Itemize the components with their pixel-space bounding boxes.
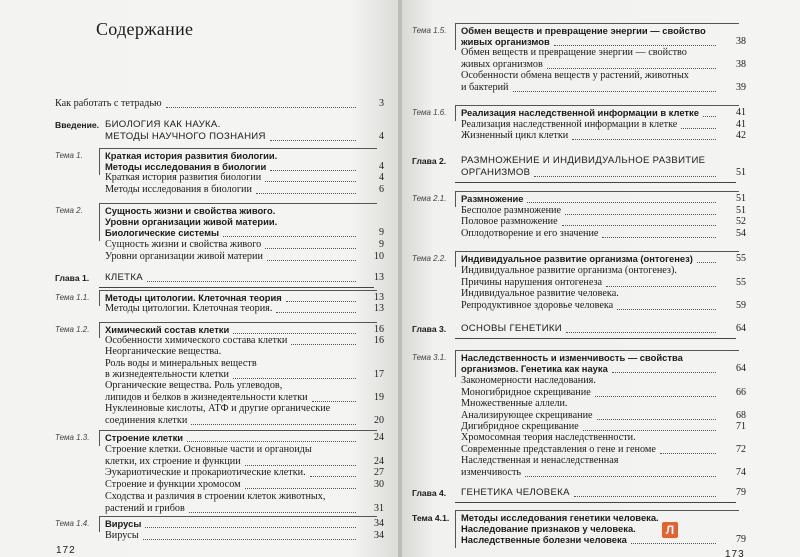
toc-entry-title: Реализация наследственной информации в клетке — [461, 119, 678, 130]
toc-entry-page: 54 — [736, 228, 746, 239]
page-title: Содержание — [96, 19, 194, 39]
toc-entry-title: Биологические системы — [105, 227, 220, 238]
toc-leader-dots — [606, 286, 716, 287]
toc-leader-dots — [583, 430, 716, 431]
toc-entry-title: организмов. Генетика как наука — [461, 363, 608, 374]
toc-entry-title: Сущность жизни и свойства живого. — [105, 205, 276, 216]
toc-entry-title: ОСНОВЫ ГЕНЕТИКИ — [461, 323, 562, 334]
toc-entry-title: Причины нарушения онтогенеза — [461, 276, 603, 288]
toc-entry-title: ГЕНЕТИКА ЧЕЛОВЕКА — [461, 487, 570, 498]
toc-leader-dots — [256, 193, 356, 194]
toc-entry-title: соединения клетки — [105, 414, 188, 426]
toc-entry-title: Наследственные болезни человека — [461, 534, 627, 545]
toc-entry-title: БИОЛОГИЯ КАК НАУКА. — [105, 119, 221, 130]
toc-entry-title: Как работать с тетрадью — [55, 98, 162, 109]
toc-entry-title: Бесполое размножение — [461, 205, 562, 216]
toc-entry-page: 9 — [379, 239, 384, 250]
toc-entry-title: Современные представления о гене и геноме — [461, 443, 656, 455]
topic-frame — [455, 510, 739, 548]
toc-entry-title: Строение клетки — [105, 432, 184, 443]
topic-frame — [99, 148, 377, 175]
toc-leader-dots — [562, 225, 716, 226]
toc-entry-page: 68 — [736, 409, 746, 421]
toc-leader-dots — [602, 237, 716, 238]
toc-entry-page: 74 — [736, 466, 746, 478]
toc-entry-title: Органические вещества. Роль углеводов, — [105, 380, 283, 391]
toc-entry-page: 51 — [736, 193, 746, 204]
toc-entry-page: 64 — [736, 323, 746, 334]
toc-entry-title: Строение клетки. Основные части и органоиды — [105, 444, 312, 455]
toc-entry-title: РАЗМНОЖЕНИЕ И ИНДИВИДУАЛЬНОЕ РАЗВИТИЕ — [461, 155, 706, 166]
toc-entry-page: 4 — [379, 172, 384, 183]
toc-entry-title: Наследственная и ненаследственная — [461, 455, 619, 466]
toc-entry-page: 34 — [374, 530, 384, 541]
toc-leader-dots — [245, 465, 356, 466]
toc-entry-title: живых организмов — [461, 36, 550, 47]
toc-entry-page: 31 — [374, 502, 384, 514]
publisher-logo-icon: Л — [662, 522, 678, 538]
page-number-left: 172 — [56, 545, 76, 556]
toc-entry-page: 10 — [374, 251, 384, 262]
toc-entry-label: Тема 2.2. — [412, 254, 447, 263]
toc-leader-dots — [566, 332, 716, 333]
toc-entry-title: Вирусы — [105, 530, 139, 541]
toc-entry-title: Индивидуальное развитие организма (онтогенез) — [461, 253, 693, 264]
toc-leader-dots — [245, 488, 356, 489]
toc-entry-page: 34 — [374, 518, 384, 529]
toc-entry-title: Строение и функции хромосом — [105, 479, 241, 490]
toc-entry-title: Жизненный цикл клетки — [461, 130, 569, 141]
toc-entry-title: Множественные аллели. — [461, 398, 568, 409]
toc-leader-dots — [267, 260, 356, 261]
toc-entry-title: КЛЕТКА — [105, 272, 143, 283]
toc-entry-page: 19 — [374, 391, 384, 403]
toc-entry-title: Особенности химического состава клетки — [105, 335, 288, 346]
toc-entry-page: 64 — [736, 363, 746, 374]
toc-entry-title: Обмен веществ и превращение энергии — свойство — [461, 25, 706, 36]
toc-entry-title: Реализация наследственной информации в клетке — [461, 107, 699, 118]
toc-entry-page: 38 — [736, 58, 746, 70]
toc-entry-label: Тема 1. — [55, 151, 83, 160]
toc-entry-label: Введение. — [55, 120, 100, 130]
toc-entry-title: Хромосомная теория наследственности. — [461, 432, 636, 443]
toc-leader-dots — [565, 214, 716, 215]
chapter-rule — [99, 287, 374, 288]
toc-entry-page: 4 — [379, 161, 384, 172]
toc-entry-label: Глава 2. — [412, 156, 447, 166]
toc-entry-title: Уровни организации живой материи. — [105, 216, 278, 227]
toc-leader-dots — [597, 419, 716, 420]
toc-entry-title: Роль воды и минеральных веществ — [105, 357, 257, 369]
toc-entry-page: 16 — [374, 324, 384, 335]
toc-entry-page: 13 — [374, 303, 384, 314]
toc-entry-title: живых организмов — [461, 58, 543, 70]
toc-entry-page: 6 — [379, 184, 384, 195]
toc-entry-page: 59 — [736, 299, 746, 311]
toc-entry-title: Репродуктивное здоровье человека — [461, 299, 614, 311]
toc-entry-page: 27 — [374, 467, 384, 478]
toc-entry-title: Половое размножение — [461, 216, 558, 227]
toc-entry-label: Тема 1.3. — [55, 433, 90, 442]
toc-entry-page: 71 — [736, 421, 746, 432]
toc-entry-label: Тема 4.1. — [412, 513, 450, 523]
toc-entry-title: липидов и белков в жизнедеятельности клетки — [105, 391, 308, 403]
toc-entry-label: Тема 1.6. — [412, 108, 447, 117]
chapter-rule — [455, 338, 736, 339]
chapter-rule — [455, 182, 736, 183]
toc-entry-title: Индивидуальное развитие организма (онтогенез). — [461, 265, 677, 276]
toc-leader-dots — [143, 539, 356, 540]
toc-entry-page: 39 — [736, 81, 746, 93]
toc-entry-page: 41 — [736, 119, 746, 130]
toc-entry-label: Тема 1.4. — [55, 519, 90, 528]
toc-entry-page: 38 — [736, 36, 746, 47]
toc-entry-title: клетки, их строение и функции — [105, 455, 241, 467]
toc-entry-title: растений и грибов — [105, 502, 185, 514]
toc-entry-page: 24 — [374, 432, 384, 443]
toc-leader-dots — [276, 312, 356, 313]
toc-entry-title: Сходства и различия в строении клеток животных, — [105, 491, 326, 502]
toc-leader-dots — [660, 453, 716, 454]
toc-entry-title: Дигибридное скрещивание — [461, 421, 579, 432]
toc-leader-dots — [617, 309, 716, 310]
toc-entry-page: 24 — [374, 455, 384, 467]
toc-entry-title: Неорганические вещества. — [105, 346, 222, 357]
toc-leader-dots — [310, 476, 356, 477]
toc-entry-label: Тема 2. — [55, 206, 83, 215]
toc-leader-dots — [189, 512, 356, 513]
topic-frame — [99, 516, 377, 532]
toc-entry-page: 9 — [379, 227, 384, 238]
toc-entry-title: ОРГАНИЗМОВ — [461, 167, 531, 178]
toc-entry-title: Методы исследования генетики человека. — [461, 512, 659, 523]
toc-entry-page: 51 — [736, 167, 746, 178]
toc-leader-dots — [147, 281, 356, 282]
toc-leader-dots — [312, 401, 356, 402]
toc-leader-dots — [233, 378, 356, 379]
toc-leader-dots — [265, 248, 356, 249]
toc-entry-page: 17 — [374, 369, 384, 380]
toc-entry-page: 30 — [374, 479, 384, 490]
toc-entry-title: Закономерности наследования. — [461, 375, 596, 386]
toc-entry-page: 55 — [736, 276, 746, 288]
toc-entry-label: Тема 3.1. — [412, 353, 447, 362]
toc-leader-dots — [534, 176, 716, 177]
toc-entry-page: 20 — [374, 414, 384, 426]
toc-entry-title: Обмен веществ и превращение энергии — свойство — [461, 47, 687, 58]
toc-entry-title: Сущность жизни и свойства живого — [105, 239, 262, 250]
toc-entry-page: 79 — [736, 534, 746, 545]
toc-entry-title: изменчивость — [461, 466, 522, 478]
toc-entry-title: Особенности обмена веществ у растений, животных — [461, 70, 689, 81]
toc-entry-title: Вирусы — [105, 518, 142, 529]
toc-entry-title: Размножение — [461, 193, 524, 204]
topic-frame — [455, 23, 739, 50]
toc-entry-title: в жизнедеятельности клетки — [105, 369, 229, 380]
toc-entry-title: Наследование признаков у человека. — [461, 523, 636, 534]
toc-entry-page: 66 — [736, 386, 746, 398]
topic-frame — [99, 203, 377, 241]
toc-leader-dots — [595, 396, 716, 397]
toc-entry-page: 72 — [736, 443, 746, 455]
toc-entry-label: Тема 1.1. — [55, 293, 90, 302]
toc-entry-title: Методы цитологии. Клеточная теория. — [105, 303, 273, 314]
topic-frame — [455, 350, 739, 377]
page-number-right: 173 — [725, 549, 745, 557]
toc-entry-label: Глава 4. — [412, 488, 447, 498]
toc-entry-label: Глава 1. — [55, 273, 90, 283]
toc-leader-dots — [572, 139, 716, 140]
toc-entry-title: Методы исследования в биологии — [105, 161, 267, 172]
toc-entry-title: Наследственность и изменчивость — свойства — [461, 352, 683, 363]
toc-entry-title: Оплодотворение и его значение — [461, 228, 599, 239]
toc-entry-title: Методы исследования в биологии — [105, 184, 252, 195]
toc-leader-dots — [166, 107, 356, 108]
toc-leader-dots — [270, 140, 356, 141]
toc-leader-dots — [291, 344, 356, 345]
toc-entry-page: 41 — [736, 107, 746, 118]
toc-entry-page: 79 — [736, 487, 746, 498]
toc-entry-title: Моногибридное скрещивание — [461, 386, 591, 398]
toc-entry-title: Анализирующее скрещивание — [461, 409, 593, 421]
toc-entry-label: Тема 2.1. — [412, 194, 447, 203]
toc-entry-title: Уровни организации живой материи — [105, 251, 263, 262]
toc-entry-title: Индивидуальное развитие человека. — [461, 288, 619, 299]
toc-entry-title: Химический состав клетки — [105, 324, 230, 335]
toc-leader-dots — [525, 476, 716, 477]
toc-entry-title: МЕТОДЫ НАУЧНОГО ПОЗНАНИЯ — [105, 131, 266, 142]
toc-entry-label: Тема 1.5. — [412, 26, 447, 35]
toc-entry-page: 13 — [374, 292, 384, 303]
toc-entry-page: 51 — [736, 205, 746, 216]
toc-entry-label: Глава 3. — [412, 324, 447, 334]
toc-leader-dots — [191, 424, 356, 425]
toc-entry-page: 13 — [374, 272, 384, 283]
toc-entry-title: Эукариотические и прокариотические клетки. — [105, 467, 306, 478]
toc-entry-title: Методы цитологии. Клеточная теория — [105, 292, 282, 303]
toc-leader-dots — [574, 496, 716, 497]
toc-entry-page: 4 — [379, 131, 384, 142]
toc-entry-title: Нуклеиновые кислоты, АТФ и другие органические — [105, 403, 331, 414]
toc-entry-page: 55 — [736, 253, 746, 264]
toc-entry-page: 3 — [379, 98, 384, 109]
toc-leader-dots — [547, 68, 716, 69]
toc-entry-page: 16 — [374, 335, 384, 346]
toc-entry-title: Краткая история развития биологии — [105, 172, 262, 183]
chapter-rule — [455, 502, 736, 503]
toc-entry-page: 52 — [736, 216, 746, 227]
toc-leader-dots — [681, 128, 716, 129]
toc-entry-label: Тема 1.2. — [55, 325, 90, 334]
toc-entry-title: Краткая история развития биологии. — [105, 150, 278, 161]
toc-leader-dots — [513, 91, 717, 92]
toc-entry-page: 42 — [736, 130, 746, 141]
toc-entry-title: и бактерий — [461, 81, 509, 93]
toc-leader-dots — [265, 181, 356, 182]
